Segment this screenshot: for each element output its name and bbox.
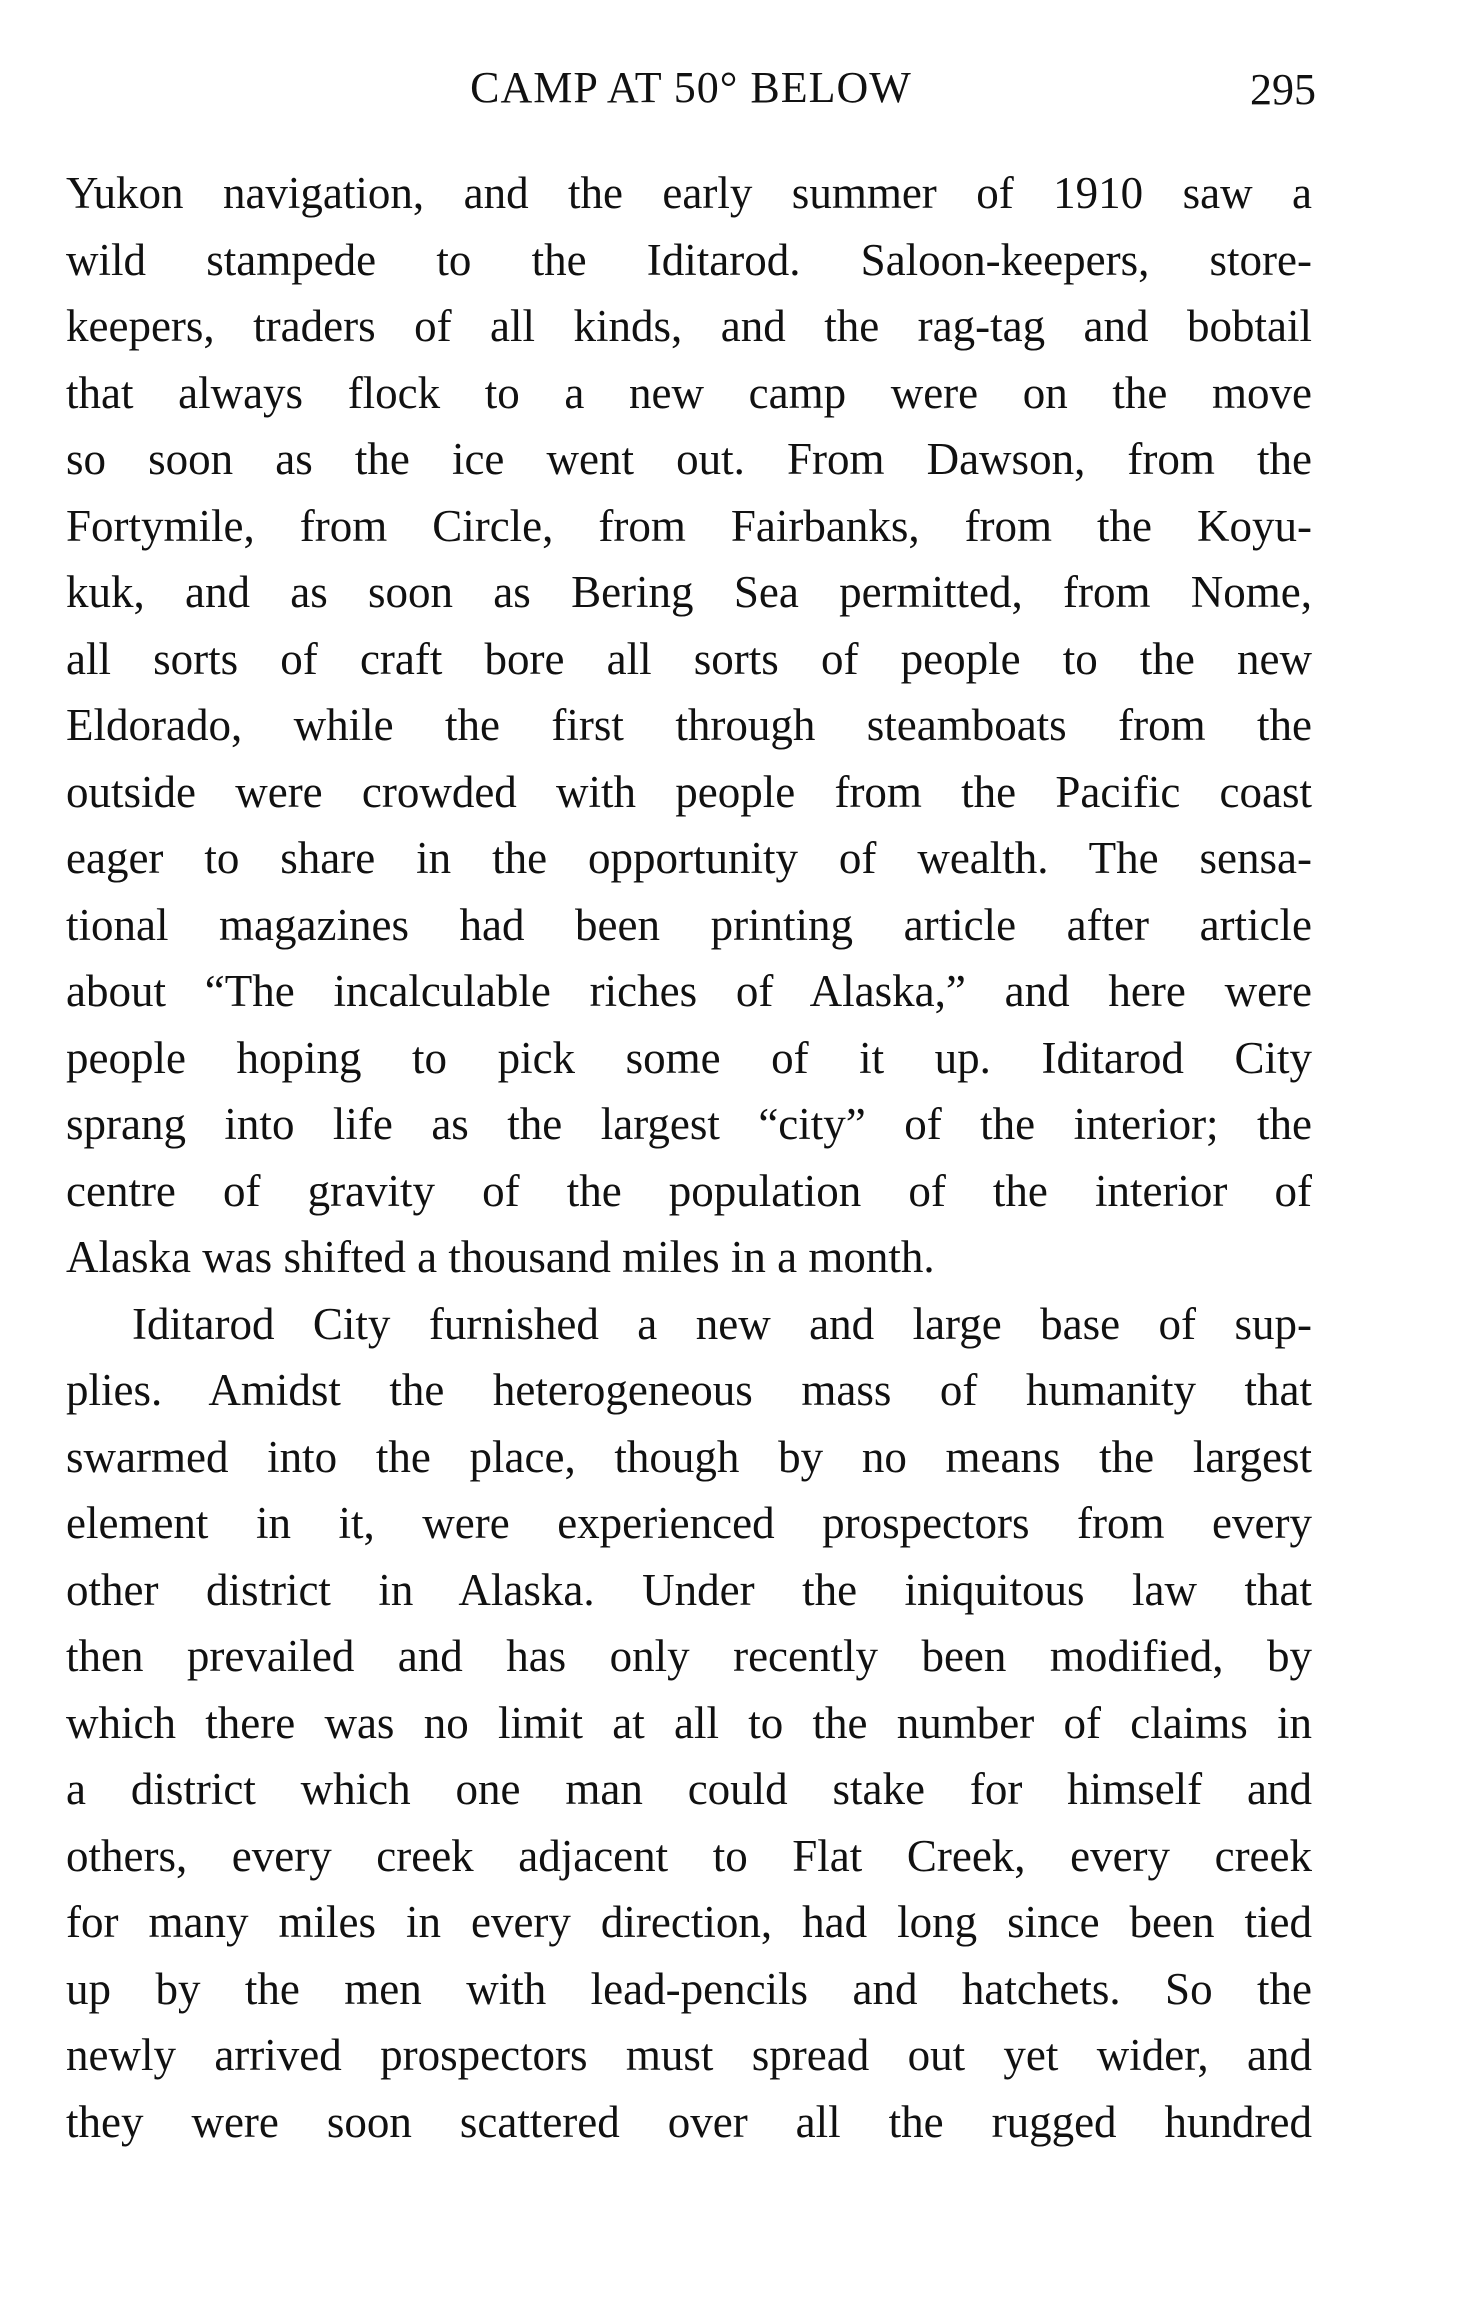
text-line	[66, 2022, 1312, 2089]
text-line-content: element in it, were experienced prospectors from every	[66, 1498, 1312, 1548]
text-line-content: centre of gravity of the population of the interior of	[66, 1165, 1312, 1216]
text-line	[66, 759, 1312, 826]
text-line-content: a district which one man could stake for himself and	[66, 1764, 1312, 1814]
text-line-content: all sorts of craft bore all sorts of people to the new	[66, 633, 1312, 684]
text-line-content: kuk, and as soon as Bering Sea permitted, from Nome,	[66, 567, 1312, 617]
text-line-content: that always flock to a new camp were on the move	[66, 367, 1312, 418]
text-line-content: Iditarod City furnished a new and large base of sup-	[132, 1298, 1312, 1349]
text-line	[66, 160, 1312, 227]
paragraph	[66, 160, 1312, 1291]
page-number: 295	[1250, 65, 1316, 114]
text-line-content: for many miles in every direction, had long since been tied	[66, 1897, 1312, 1947]
text-line	[66, 1956, 1312, 2023]
text-line-content: tional magazines had been printing article after article	[66, 899, 1312, 950]
text-line	[66, 1823, 1312, 1890]
text-line	[66, 360, 1312, 427]
text-line	[66, 2089, 1312, 2156]
text-line	[66, 1490, 1312, 1557]
text-line-content: Yukon navigation, and the early summer of 1910 saw a	[66, 168, 1312, 218]
text-line	[66, 1357, 1312, 1424]
text-line-content: others, every creek adjacent to Flat Creek, every creek	[66, 1830, 1312, 1881]
text-line-content: outside were crowded with people from the Pacific coast	[66, 766, 1312, 817]
text-line-content: so soon as the ice went out. From Dawson, from the	[66, 434, 1312, 484]
text-line-content: Alaska was shifted a thousand miles in a month.	[66, 1232, 935, 1282]
text-line-content: swarmed into the place, though by no means the largest	[66, 1431, 1312, 1482]
text-line-content: then prevailed and has only recently been modified, by	[66, 1631, 1312, 1681]
page-header	[66, 62, 1316, 122]
text-line	[66, 227, 1312, 294]
text-line-content: plies. Amidst the heterogeneous mass of humanity that	[66, 1365, 1312, 1415]
text-line	[66, 1158, 1312, 1225]
text-line	[66, 1291, 1312, 1358]
text-line	[66, 626, 1312, 693]
text-line-content: sprang into life as the largest “city” of the interior; the	[66, 1099, 1312, 1149]
text-line	[66, 692, 1312, 759]
text-line	[66, 293, 1312, 360]
text-line-content: they were soon scattered over all the rugged hundred	[66, 2096, 1312, 2147]
text-line-content: up by the men with lead-pencils and hatchets. So the	[66, 1963, 1312, 2014]
text-line	[66, 493, 1312, 560]
paragraph	[66, 1291, 1312, 2156]
text-line	[66, 1091, 1312, 1158]
text-line	[66, 1557, 1312, 1624]
text-line	[66, 1424, 1312, 1491]
text-line-content: about “The incalculable riches of Alaska,” and here were	[66, 966, 1312, 1016]
running-title: CAMP AT 50° BELOW	[470, 63, 912, 112]
text-line-content: Fortymile, from Circle, from Fairbanks, from the Koyu-	[66, 500, 1312, 551]
text-line-content: newly arrived prospectors must spread out yet wider, and	[66, 2030, 1312, 2080]
text-line-content: other district in Alaska. Under the iniquitous law that	[66, 1564, 1312, 1615]
text-line-content: which there was no limit at all to the number of claims in	[66, 1697, 1312, 1748]
text-line	[66, 825, 1312, 892]
text-line	[66, 1623, 1312, 1690]
text-line	[66, 1889, 1312, 1956]
text-line	[66, 426, 1312, 493]
text-line-content: wild stampede to the Iditarod. Saloon-keepers, store-	[66, 234, 1312, 285]
text-line-content: people hoping to pick some of it up. Iditarod City	[66, 1032, 1312, 1083]
text-line-content: Eldorado, while the first through steamboats from the	[66, 700, 1312, 750]
text-line	[66, 1756, 1312, 1823]
text-line	[66, 1224, 1312, 1291]
text-line	[66, 892, 1312, 959]
text-line	[66, 559, 1312, 626]
text-line-content: keepers, traders of all kinds, and the rag-tag and bobtail	[66, 301, 1312, 351]
body-text	[66, 160, 1312, 2155]
text-line	[66, 958, 1312, 1025]
text-line	[66, 1025, 1312, 1092]
text-line-content: eager to share in the opportunity of wealth. The sensa-	[66, 833, 1312, 883]
text-line	[66, 1690, 1312, 1757]
